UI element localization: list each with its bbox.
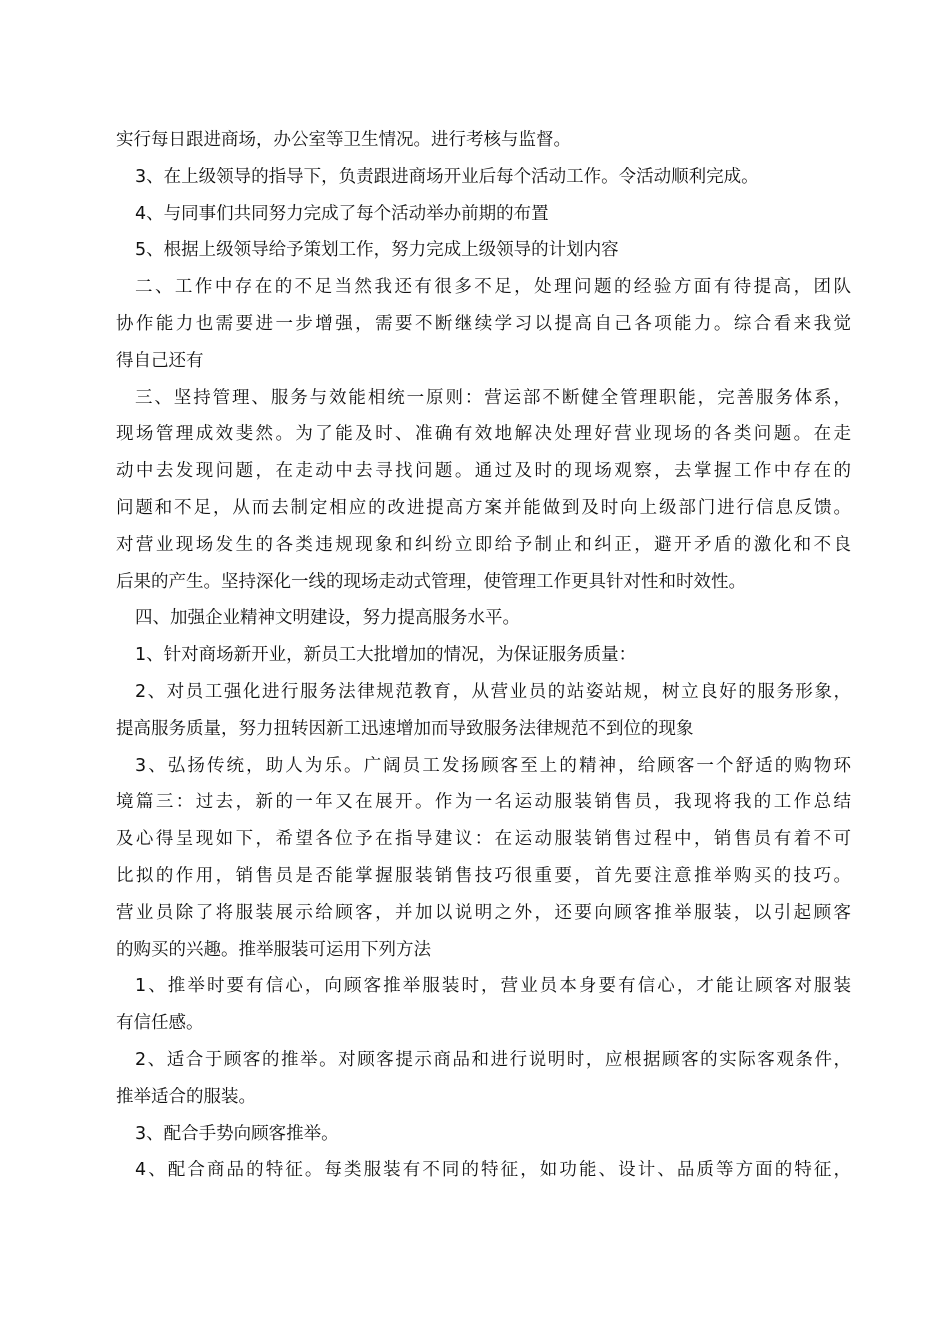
text-line: 后果的产生。坚持深化一线的现场走动式管理，使管理工作更具针对性和时效性。 [116,571,746,592]
text-line: 得自己还有 [116,350,204,371]
text-line: 境篇三：过去，新的一年又在展开。作为一名运动服装销售员，我现将我的工作总结 [116,792,851,813]
text-line: 5、根据上级领导给予策划工作，努力完成上级领导的计划内容 [135,240,619,261]
text-line: 1、针对商场新开业，新员工大批增加的情况，为保证服务质量： [135,645,637,666]
text-line: 推举适合的服装。 [116,1086,256,1107]
text-line: 4、与同事们共同努力完成了每个活动举办前期的布置 [135,203,549,224]
text-line: 3、弘扬传统，助人为乐。广阔员工发扬顾客至上的精神，给顾客一个舒适的购物环 [135,755,851,776]
text-line: 问题和不足，从而去制定相应的改进提高方案并能做到及时向上级部门进行信息反馈。 [116,497,851,518]
text-line: 的购买的兴趣。推举服装可运用下列方法 [116,939,431,960]
text-line: 3、配合手势向顾客推举。 [135,1123,339,1144]
text-line: 提高服务质量，努力扭转因新工迅速增加而导致服务法律规范不到位的现象 [116,718,694,739]
text-line: 二、工作中存在的不足当然我还有很多不足，处理问题的经验方面有待提高，团队 [135,277,851,298]
text-line: 实行每日跟进商场，办公室等卫生情况。进行考核与监督。 [116,130,571,150]
text-line: 2、对员工强化进行服务法律规范教育，从营业员的站姿站规，树立良好的服务形象， [135,681,851,702]
text-line: 及心得呈现如下，希望各位予在指导建议：在运动服装销售过程中，销售员有着不可 [116,829,851,850]
text-line: 三、坚持管理、服务与效能相统一原则：营运部不断健全管理职能，完善服务体系， [135,387,851,408]
text-line: 现场管理成效斐然。为了能及时、准确有效地解决处理好营业现场的各类问题。在走 [116,424,851,445]
text-line: 比拟的作用，销售员是否能掌握服装销售技巧很重要，首先要注意推举购买的技巧。 [116,865,851,886]
text-line: 4、配合商品的特征。每类服装有不同的特征，如功能、设计、品质等方面的特征， [135,1160,851,1181]
text-line: 协作能力也需要进一步增强，需要不断继续学习以提高自己各项能力。综合看来我觉 [116,313,851,334]
document-body [116,122,851,1189]
text-line: 3、在上级领导的指导下，负责跟进商场开业后每个活动工作。令活动顺利完成。 [135,166,759,187]
text-line: 营业员除了将服装展示给顾客，并加以说明之外，还要向顾客推举服装，以引起顾客 [116,902,851,923]
text-line: 动中去发现问题，在走动中去寻找问题。通过及时的现场观察，去掌握工作中存在的 [116,461,851,482]
text-line: 对营业现场发生的各类违规现象和纠纷立即给予制止和纠正，避开矛盾的激化和不良 [116,534,851,555]
text-line: 四、加强企业精神文明建设，努力提高服务水平。 [135,608,520,629]
text-line: 有信任感。 [116,1013,204,1034]
text-line: 2、适合于顾客的推举。对顾客提示商品和进行说明时，应根据顾客的实际客观条件， [135,1049,851,1070]
text-line: 1、推举时要有信心，向顾客推举服装时，营业员本身要有信心，才能让顾客对服装 [135,976,851,997]
